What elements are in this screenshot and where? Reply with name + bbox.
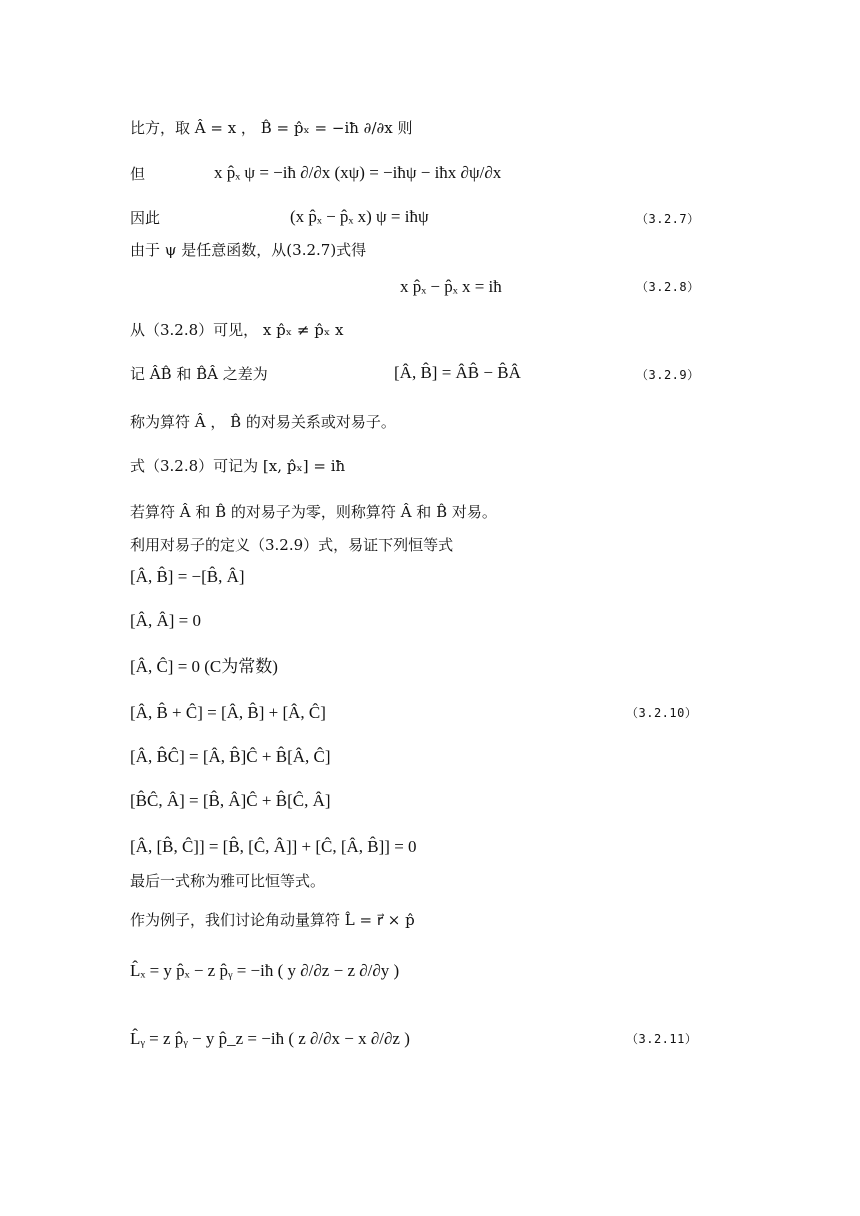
text-label: 因此 — [130, 209, 161, 227]
identity: [Â, Ĉ] = 0 (C为常数) — [130, 657, 278, 676]
text-label: 记 ÂB̂ 和 B̂Â 之差为 — [130, 365, 268, 383]
equation-number: （3.2.9） — [636, 368, 700, 382]
text-line: 最后一式称为雅可比恒等式。 — [130, 872, 326, 890]
identity: [Â, [B̂, Ĉ]] = [B̂, [Ĉ, Â]] + [Ĉ, [Â, B̂]] = 0 — [130, 837, 417, 856]
equation-number: （3.2.11） — [626, 1032, 698, 1046]
text-line: 从（3.2.8）可见， x p̂ₓ ≠ p̂ₓ x — [130, 321, 344, 339]
equation: L̂ᵧ = z p̂ᵧ − y p̂_z = −iħ ( z ∂/∂x − x ∂/∂z ) — [130, 1029, 410, 1048]
equation: [Â, B̂] = ÂB̂ − B̂Â — [394, 363, 521, 382]
text-line: 称为算符 Â ， B̂ 的对易关系或对易子。 — [130, 413, 396, 431]
equation: x p̂ₓ − p̂ₓ x = iħ — [400, 277, 502, 296]
equation: x p̂ₓ ψ = −iħ ∂/∂x (xψ) = −iħψ − iħx ∂ψ/∂x — [214, 163, 502, 182]
text-label: 但 — [130, 165, 146, 183]
text-line: 比方，取 Â = x ， B̂ = p̂ₓ = −iħ ∂/∂x 则 — [130, 119, 413, 137]
identity: [Â, B̂Ĉ] = [Â, B̂]Ĉ + B̂[Â, Ĉ] — [130, 747, 331, 766]
identity: [Â, Â] = 0 — [130, 611, 201, 630]
text-line: 利用对易子的定义（3.2.9）式，易证下列恒等式 — [130, 536, 454, 554]
text-line: 作为例子，我们讨论角动量算符 L̂ = r⃗ × p̂ — [130, 911, 415, 929]
text-line: 若算符 Â 和 B̂ 的对易子为零，则称算符 Â 和 B̂ 对易。 — [130, 503, 497, 521]
text-line: 由于 ψ 是任意函数，从(3.2.7)式得 — [130, 241, 367, 259]
equation-number: （3.2.7） — [636, 212, 700, 226]
identity: [Â, B̂] = −[B̂, Â] — [130, 567, 245, 586]
identity: [Â, B̂ + Ĉ] = [Â, B̂] + [Â, Ĉ] — [130, 703, 326, 722]
text-line: 式（3.2.8）可记为 [x, p̂ₓ] = iħ — [130, 457, 346, 475]
equation-number: （3.2.10） — [626, 706, 698, 720]
equation-number: （3.2.8） — [636, 280, 700, 294]
identity: [B̂Ĉ, Â] = [B̂, Â]Ĉ + B̂[Ĉ, Â] — [130, 791, 331, 810]
equation: (x p̂ₓ − p̂ₓ x) ψ = iħψ — [290, 207, 429, 226]
equation: L̂ₓ = y p̂ₓ − z p̂ᵧ = −iħ ( y ∂/∂z − z ∂/∂y ) — [130, 961, 400, 980]
